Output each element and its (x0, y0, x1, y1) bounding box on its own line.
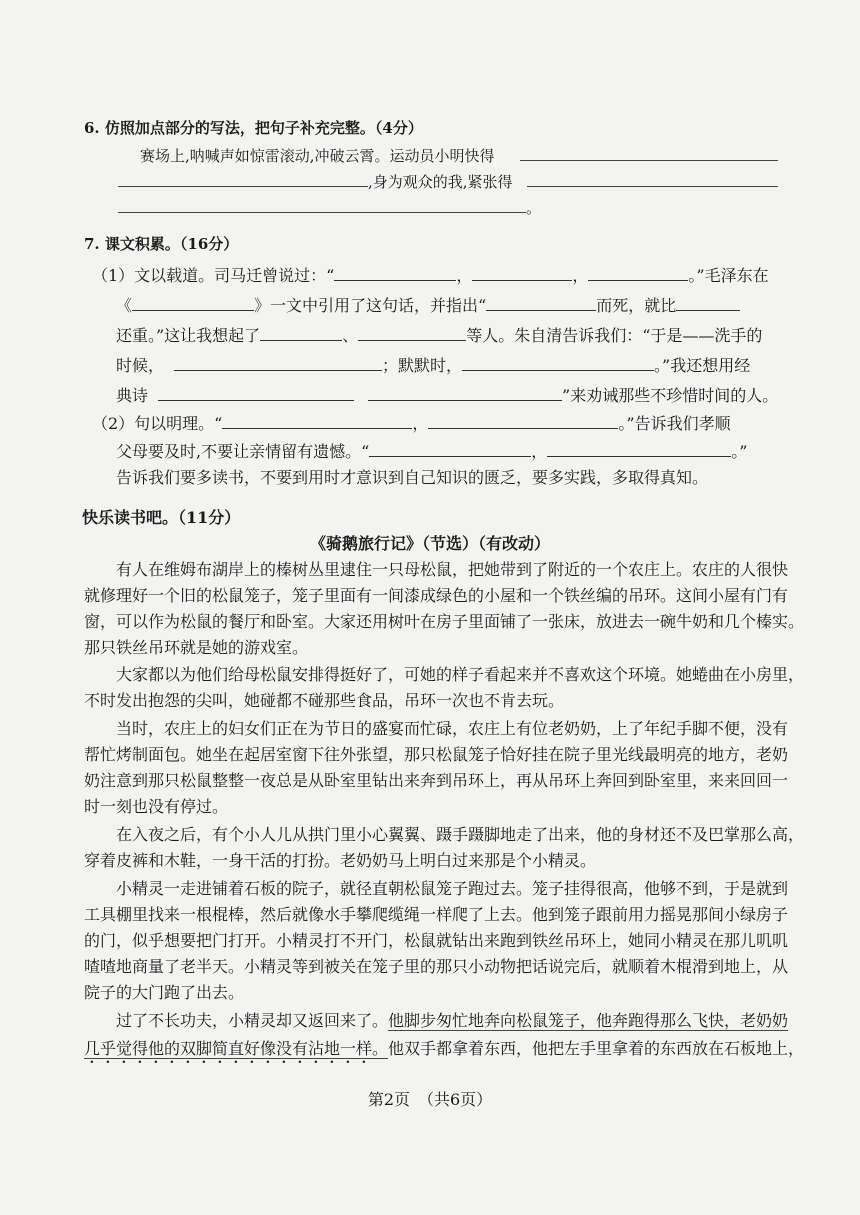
text: 父母要及时,不要让亲情留有遗憾。“ (116, 442, 370, 461)
blank[interactable] (368, 386, 562, 401)
q6-line2: ,身为观众的我,紧张得 (368, 173, 513, 191)
blank[interactable] (174, 356, 382, 371)
text: ， (412, 414, 429, 433)
q7-p1-line1 (92, 266, 769, 286)
blank[interactable] (358, 326, 466, 341)
text: 而死，就比 (596, 296, 677, 315)
reading-line-10: 在入夜之后，有个小人儿从拱门里小心翼翼、蹑手蹑脚地走了出来，他的身材还不及巴掌那么高， (84, 825, 805, 844)
q6-blank-2[interactable] (118, 186, 368, 187)
q6-heading: 6. 仿照加点部分的写法，把句子补充完整。（4分） (84, 119, 423, 137)
q7-p2-line3: 告诉我们要多读书，不要到用时才意识到自己知识的匮乏，要多实践，多取得真知。 (116, 468, 709, 487)
q7-heading: 7. 课文积累。（16分） (84, 235, 239, 253)
reading-line-3: 那只铁丝吊环就是她的游戏室。 (84, 638, 309, 657)
blank[interactable] (676, 296, 740, 311)
text: ；默默时， (382, 356, 463, 375)
blank[interactable] (428, 414, 618, 429)
reading-line-15: 喳喳地商量了老半天。小精灵等到被关在笼子里的那只小动物把话说完后，就顺着木棍滑到地上，从 (84, 957, 789, 976)
text: 时候， (116, 356, 165, 375)
blank[interactable] (486, 296, 596, 311)
text: 。”我还想用经 (654, 356, 751, 375)
reading-line-14: 的门，似乎想要把门打开。小精灵打不开门，松鼠就钻出来跑到铁丝吊环上，她同小精灵在那儿叽叽 (84, 931, 789, 950)
blank[interactable] (588, 266, 688, 281)
text: （1）文以载道。司马迁曾说过：“ (92, 266, 335, 285)
text: 过了不长功夫，小精灵却又返回来了。 (84, 1011, 389, 1030)
blank[interactable] (334, 266, 456, 281)
reading-line-13: 工具棚里找来一根棍棒，然后就像水手攀爬缆绳一样爬了上去。他到笼子跟前用力摇晃那间小绿房子 (84, 905, 789, 924)
q6-blank-1[interactable] (520, 160, 778, 161)
text: 他双手都拿着东西，他把左手里拿着的东西放在石板地上， (388, 1039, 805, 1058)
text: 。” (731, 442, 748, 461)
underlined-sentence: 他脚步匆忙地奔向松鼠笼子，他奔跑得那么飞快，老奶奶 (388, 1011, 789, 1030)
underlined-dotted-sentence: 几乎觉得他的双脚简直好像没有沾地一样。 (84, 1039, 389, 1058)
reading-line-17 (84, 1011, 788, 1031)
blank[interactable] (260, 326, 342, 341)
reading-line-11: 穿着皮裤和木鞋，一身干活的打扮。老奶奶马上明白过来那是个小精灵。 (84, 851, 597, 870)
reading-line-0: 有人在维姆布湖岸上的榛树丛里逮住一只母松鼠，把她带到了附近的一个农庄上。农庄的人很快 (84, 560, 789, 579)
reading-title: 《骑鹅旅行记》（节选）（有改动） (309, 534, 550, 553)
reading-line-18 (84, 1039, 804, 1067)
text: 典诗 (116, 386, 149, 405)
reading-line-16: 院子的大门跑了出去。 (84, 983, 245, 1002)
text: 《 (116, 296, 133, 315)
q7-p2-line2 (116, 442, 747, 462)
blank[interactable] (132, 296, 254, 311)
text: ， (456, 266, 473, 285)
reading-line-7: 帮忙烤制面包。她坐在起居室窗下往外张望，那只松鼠笼子恰好挂在院子里光线最明亮的地方，老奶 (84, 745, 789, 764)
blank[interactable] (547, 442, 731, 457)
page-footer: 第2页 （共6页） (367, 1090, 493, 1109)
reading-line-5: 不时发出抱怨的尖叫，她碰都不碰那些食品，吊环一次也不肯去玩。 (84, 691, 565, 710)
reading-line-12: 小精灵一走进铺着石板的院子，就径直朝松鼠笼子跑过去。笼子挂得很高，他够不到，于是就到 (84, 879, 789, 898)
text: ， (572, 266, 589, 285)
q7-p1-line4 (116, 356, 750, 376)
text: 。”告诉我们孝顺 (618, 414, 731, 433)
q7-p1-line5 (116, 386, 778, 406)
q6-line1: 赛场上,呐喊声如惊雷滚动,冲破云霄。运动员小明快得 (140, 147, 495, 165)
reading-line-1: 就修理好一个旧的松鼠笼子，笼子里面有一间漆成绿色的小屋和一个铁丝编的吊环。这间小屋有门有 (84, 586, 789, 605)
text: 》一文中引用了这句话，并指出“ (254, 296, 487, 315)
blank[interactable] (222, 414, 412, 429)
text: ， (531, 442, 548, 461)
text: 。”毛泽东在 (688, 266, 769, 285)
text: 还重。”这让我想起了 (116, 326, 261, 345)
reading-line-9: 时一刻也没有停过。 (84, 797, 229, 816)
q7-p1-line2 (116, 296, 740, 316)
blank[interactable] (462, 356, 654, 371)
text: 等人。朱自清告诉我们：“于是——洗手的 (466, 326, 763, 345)
text: （2）句以明理。“ (92, 414, 223, 433)
blank[interactable] (158, 386, 354, 401)
q6-end: 。 (526, 199, 542, 217)
q7-p2-line1 (92, 414, 731, 434)
q6-blank-4[interactable] (118, 212, 526, 213)
reading-line-8: 奶注意到那只松鼠整整一夜总是从卧室里钻出来奔到吊环上，再从吊环上奔回到卧室里，来来回回一 (84, 771, 789, 790)
reading-line-2: 窗，可以作为松鼠的餐厅和卧室。大家还用树叶在房子里面铺了一张床，放进去一碗牛奶和几个榛实。 (84, 612, 805, 631)
text: 、 (342, 326, 359, 345)
reading-heading: 快乐读书吧。（11分） (82, 508, 241, 527)
text: ”来劝诫那些不珍惜时间的人。 (562, 386, 779, 405)
q6-blank-3[interactable] (527, 186, 778, 187)
blank[interactable] (369, 442, 531, 457)
q7-p1-line3 (116, 326, 762, 346)
blank[interactable] (472, 266, 572, 281)
reading-line-6: 当时，农庄上的妇女们正在为节日的盛宴而忙碌，农庄上有位老奶奶，上了年纪手脚不便，没有 (84, 719, 789, 738)
reading-line-4: 大家都以为他们给母松鼠安排得挺好了，可她的样子看起来并不喜欢这个环境。她蜷曲在小房里， (84, 665, 805, 684)
